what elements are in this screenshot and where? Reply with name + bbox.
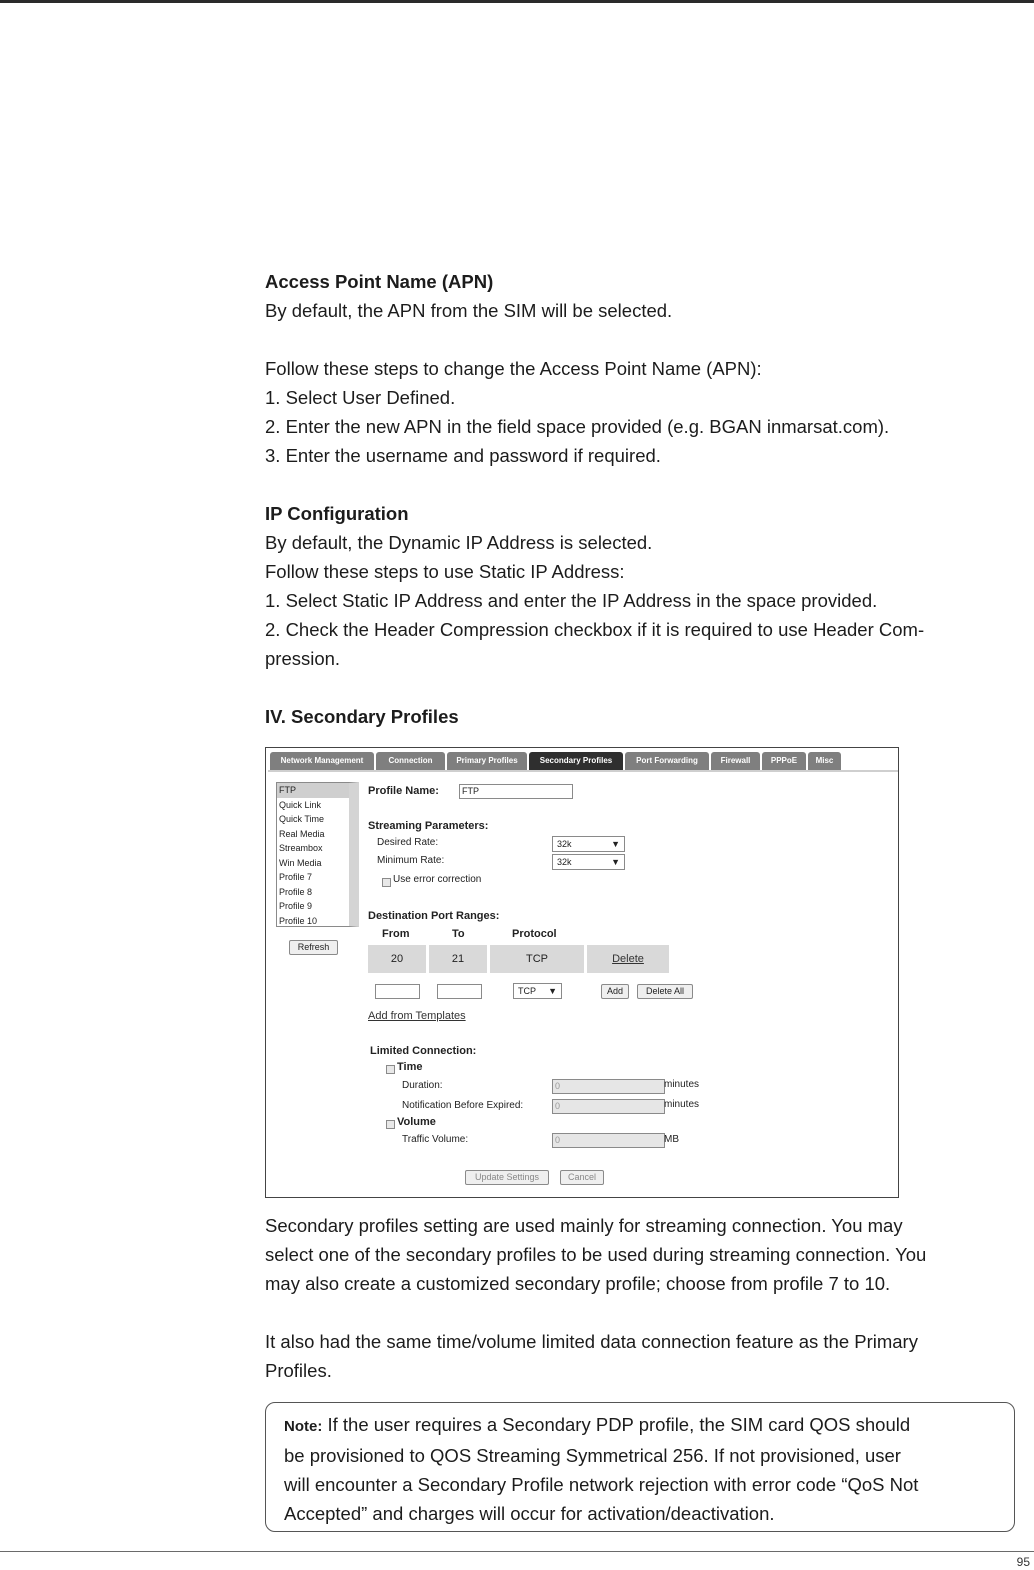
- minimum-rate-value: 32k: [557, 857, 572, 867]
- notification-label: Notification Before Expired:: [402, 1100, 524, 1111]
- paragraph-line: Secondary profiles setting are used mainly for streaming connection. You may: [265, 1215, 903, 1236]
- ip-step: pression.: [265, 648, 341, 669]
- paragraph-line: select one of the secondary profiles to be used during streaming connection. You: [265, 1244, 927, 1265]
- tab-pppoe[interactable]: PPPoE: [762, 752, 806, 770]
- ip-heading: IP Configuration: [265, 503, 409, 524]
- add-button[interactable]: Add: [601, 984, 629, 999]
- list-item[interactable]: Streambox: [279, 843, 323, 853]
- note-label: Note:: [284, 1418, 323, 1435]
- note-line: If the user requires a Secondary PDP profile, the SIM card QOS should: [322, 1414, 911, 1435]
- list-item[interactable]: Profile 9: [279, 901, 313, 911]
- secondary-description: [265, 1211, 1005, 1385]
- traffic-volume-unit: MB: [664, 1134, 679, 1145]
- table-cell-protocol: TCP: [490, 945, 584, 973]
- list-item[interactable]: Win Media: [279, 857, 322, 868]
- from-port-input[interactable]: [375, 984, 420, 999]
- tab-port-forwarding[interactable]: Port Forwarding: [625, 752, 709, 770]
- paragraph-line: Profiles.: [265, 1360, 332, 1381]
- list-item[interactable]: Real Media: [279, 828, 325, 839]
- apn-heading: Access Point Name (APN): [265, 271, 494, 292]
- list-item[interactable]: FTP: [277, 783, 349, 798]
- time-checkbox[interactable]: [386, 1065, 395, 1074]
- tab-bar: [268, 750, 898, 772]
- footer-rule: [0, 1551, 1034, 1552]
- list-item[interactable]: Quick Time: [279, 814, 325, 824]
- apn-step: 2. Enter the new APN in the field space provided (e.g. BGAN inmarsat.com).: [265, 416, 890, 437]
- tab-network-management[interactable]: Network Management: [270, 752, 374, 770]
- paragraph-line: may also create a customized secondary profile; choose from profile 7 to 10.: [265, 1273, 891, 1294]
- desired-rate-label: Desired Rate:: [377, 837, 439, 848]
- list-item[interactable]: Profile 7: [279, 872, 313, 882]
- apn-intro: By default, the APN from the SIM will be selected.: [265, 300, 673, 321]
- tab-secondary-profiles[interactable]: Secondary Profiles: [529, 752, 623, 770]
- ip-steps-intro: Follow these steps to use Static IP Address:: [265, 561, 625, 582]
- traffic-volume-input[interactable]: 0: [552, 1133, 665, 1148]
- traffic-volume-label: Traffic Volume:: [402, 1134, 469, 1145]
- duration-unit: minutes: [664, 1079, 700, 1090]
- table-cell-action: [587, 945, 669, 973]
- table-cell-to: 21: [429, 945, 487, 973]
- add-from-templates-link[interactable]: Add from Templates: [368, 1010, 466, 1022]
- ip-step: 1. Select Static IP Address and enter the IP Address in the space provided.: [265, 590, 878, 611]
- protocol-select[interactable]: [513, 983, 562, 999]
- note-line: Accepted” and charges will occur for activation/deactivation.: [284, 1503, 775, 1524]
- profile-name-input[interactable]: FTP: [459, 784, 573, 799]
- note-box: [265, 1402, 1015, 1532]
- time-label: Time: [397, 1061, 423, 1073]
- destination-heading: Destination Port Ranges:: [368, 910, 500, 922]
- tab-primary-profiles[interactable]: Primary Profiles: [447, 752, 527, 770]
- cancel-button[interactable]: Cancel: [560, 1170, 604, 1185]
- volume-label: Volume: [397, 1116, 436, 1128]
- duration-label: Duration:: [402, 1080, 443, 1091]
- col-to: To: [452, 928, 465, 940]
- duration-input[interactable]: 0: [552, 1079, 665, 1094]
- update-settings-button[interactable]: Update Settings: [465, 1170, 549, 1185]
- error-correction-checkbox[interactable]: [382, 878, 391, 887]
- note-line: be provisioned to QOS Streaming Symmetrical 256. If not provisioned, user: [284, 1445, 901, 1466]
- notification-unit: minutes: [664, 1099, 700, 1110]
- apn-steps-intro: Follow these steps to change the Access Point Name (APN):: [265, 358, 762, 379]
- delete-link[interactable]: Delete: [612, 953, 644, 965]
- notification-input[interactable]: 0: [552, 1099, 665, 1114]
- col-from: From: [382, 928, 410, 940]
- list-item[interactable]: Profile 10: [279, 915, 318, 926]
- apn-step: 3. Enter the username and password if required.: [265, 445, 661, 466]
- minimum-rate-select[interactable]: [552, 854, 625, 870]
- limited-connection-heading: Limited Connection:: [370, 1045, 477, 1057]
- desired-rate-value: 32k: [557, 839, 572, 849]
- chevron-down-icon: ▼: [611, 857, 620, 867]
- chevron-down-icon: ▼: [611, 839, 620, 849]
- desired-rate-select[interactable]: [552, 836, 625, 852]
- tab-misc[interactable]: Misc: [808, 752, 841, 770]
- apn-step: 1. Select User Defined.: [265, 387, 456, 408]
- error-correction-label: Use error correction: [393, 874, 482, 885]
- to-port-input[interactable]: [437, 984, 482, 999]
- paragraph-line: It also had the same time/volume limited data connection feature as the Primary: [265, 1331, 918, 1352]
- secondary-profiles-screenshot: [265, 747, 899, 1198]
- delete-all-button[interactable]: Delete All: [637, 984, 693, 999]
- ip-intro: By default, the Dynamic IP Address is selected.: [265, 532, 653, 553]
- protocol-value: TCP: [518, 986, 536, 996]
- ip-step: 2. Check the Header Compression checkbox if it is required to use Header Com-: [265, 619, 925, 640]
- chevron-down-icon: ▼: [548, 986, 557, 996]
- tab-firewall[interactable]: Firewall: [711, 752, 760, 770]
- secondary-heading: IV. Secondary Profiles: [265, 706, 459, 727]
- note-line: will encounter a Secondary Profile network rejection with error code “QoS Not: [284, 1474, 919, 1495]
- tab-connection[interactable]: Connection: [376, 752, 445, 770]
- refresh-button[interactable]: Refresh: [289, 940, 338, 955]
- streaming-heading: Streaming Parameters:: [368, 820, 489, 832]
- col-protocol: Protocol: [512, 928, 557, 940]
- page-number: 95: [1016, 1555, 1030, 1569]
- top-rule: [0, 0, 1034, 3]
- document-body: [265, 267, 1005, 731]
- profile-list[interactable]: [276, 782, 359, 927]
- list-item[interactable]: Quick Link: [279, 799, 322, 810]
- volume-checkbox[interactable]: [386, 1120, 395, 1129]
- profile-name-label: Profile Name:: [368, 785, 439, 797]
- table-cell-from: 20: [368, 945, 426, 973]
- list-item[interactable]: Profile 8: [279, 886, 313, 897]
- minimum-rate-label: Minimum Rate:: [377, 855, 445, 866]
